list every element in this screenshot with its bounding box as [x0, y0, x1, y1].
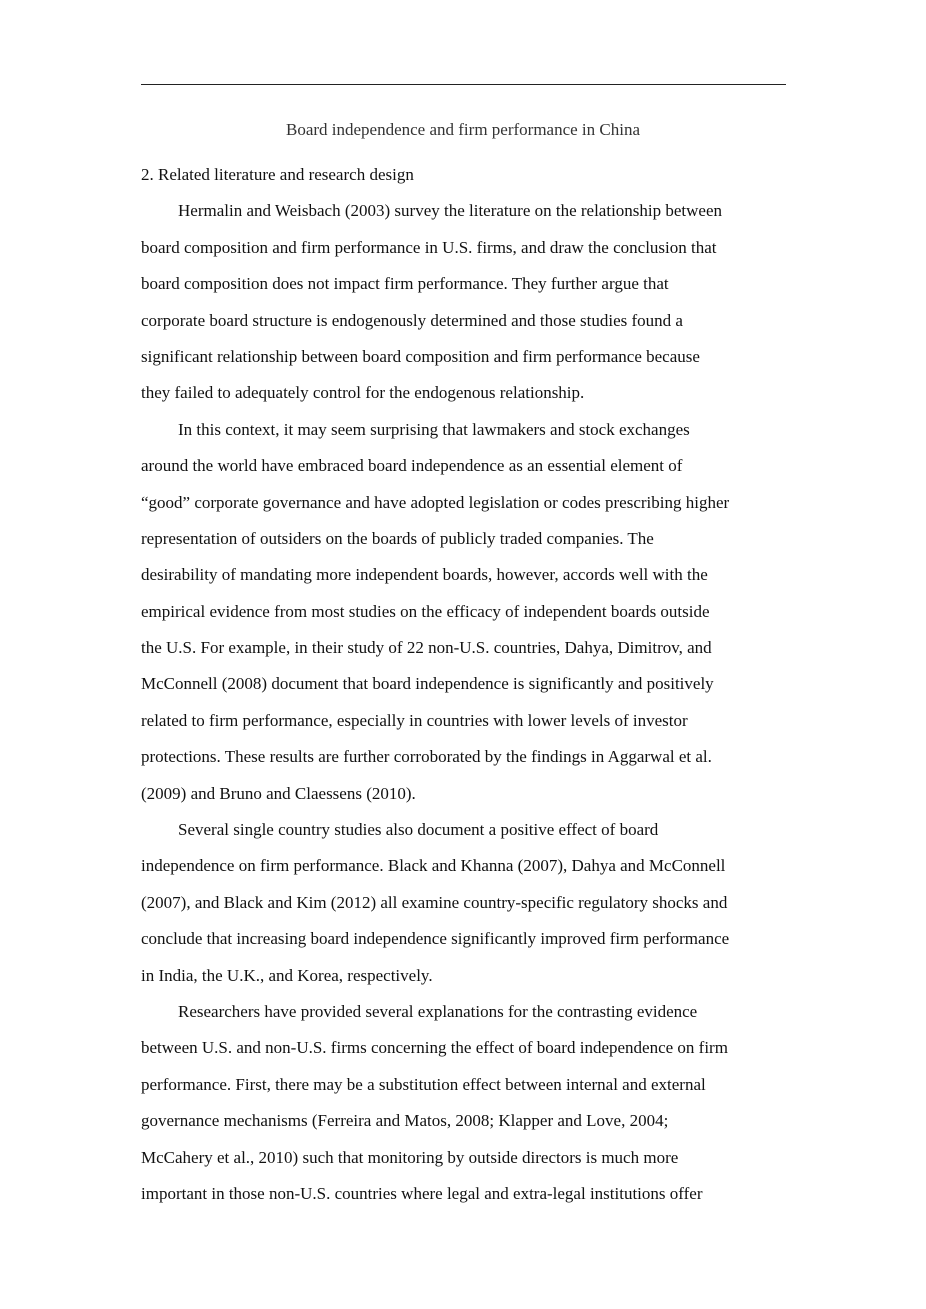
paragraph-line: corporate board structure is endogenously determined and those studies found a [141, 310, 683, 330]
header-rule [141, 84, 786, 85]
paragraph-line: around the world have embraced board independence as an essential element of [141, 456, 683, 476]
paragraph-line: significant relationship between board composition and firm performance because [141, 346, 700, 366]
paragraph-line: McConnell (2008) document that board independence is significantly and positively [141, 674, 714, 694]
paragraph-line: board composition does not impact firm performance. They further argue that [141, 274, 669, 294]
paragraph-line: governance mechanisms (Ferreira and Matos, 2008; Klapper and Love, 2004; [141, 1111, 669, 1131]
paragraph-line: in India, the U.K., and Korea, respectively. [141, 965, 433, 985]
paragraph-line: independence on firm performance. Black and Khanna (2007), Dahya and McConnell [141, 856, 726, 876]
paragraph-line: Researchers have provided several explanations for the contrasting evidence [178, 1001, 698, 1021]
paragraph-line: McCahery et al., 2010) such that monitoring by outside directors is much more [141, 1147, 679, 1167]
paragraph-line: important in those non-U.S. countries where legal and extra-legal institutions offer [141, 1183, 703, 1203]
paragraph-line: (2009) and Bruno and Claessens (2010). [141, 783, 416, 803]
paragraph-line: the U.S. For example, in their study of 22 non-U.S. countries, Dahya, Dimitrov, and [141, 638, 712, 658]
paragraph-line: protections. These results are further corroborated by the findings in Aggarwal et al. [141, 747, 712, 767]
paragraph-line: they failed to adequately control for the endogenous relationship. [141, 383, 585, 403]
paragraph-line: desirability of mandating more independent boards, however, accords well with the [141, 565, 708, 585]
section-heading: 2. Related literature and research design [141, 165, 414, 184]
paragraph-line: representation of outsiders on the boards of publicly traded companies. The [141, 528, 654, 548]
paragraph-line: “good” corporate governance and have adopted legislation or codes prescribing higher [141, 492, 730, 512]
paragraph-line: (2007), and Black and Kim (2012) all examine country-specific regulatory shocks and [141, 892, 728, 912]
paragraph-line: conclude that increasing board independence significantly improved firm performance [141, 929, 730, 949]
paragraph-line: In this context, it may seem surprising that lawmakers and stock exchanges [178, 419, 690, 439]
paragraph-line: Several single country studies also document a positive effect of board [178, 820, 659, 840]
paragraph-line: related to firm performance, especially in countries with lower levels of investor [141, 710, 688, 730]
running-head: Board independence and firm performance in China [285, 120, 641, 139]
paragraph-line: between U.S. and non-U.S. firms concerning the effect of board independence on firm [141, 1038, 728, 1058]
document-body [141, 157, 801, 1212]
paragraph-line: board composition and firm performance in U.S. firms, and draw the conclusion that [141, 237, 717, 257]
paragraph-line: empirical evidence from most studies on the efficacy of independent boards outside [141, 601, 710, 621]
paragraph-line: Hermalin and Weisbach (2003) survey the literature on the relationship between [178, 201, 723, 221]
paragraph-line: performance. First, there may be a substitution effect between internal and external [141, 1074, 706, 1094]
